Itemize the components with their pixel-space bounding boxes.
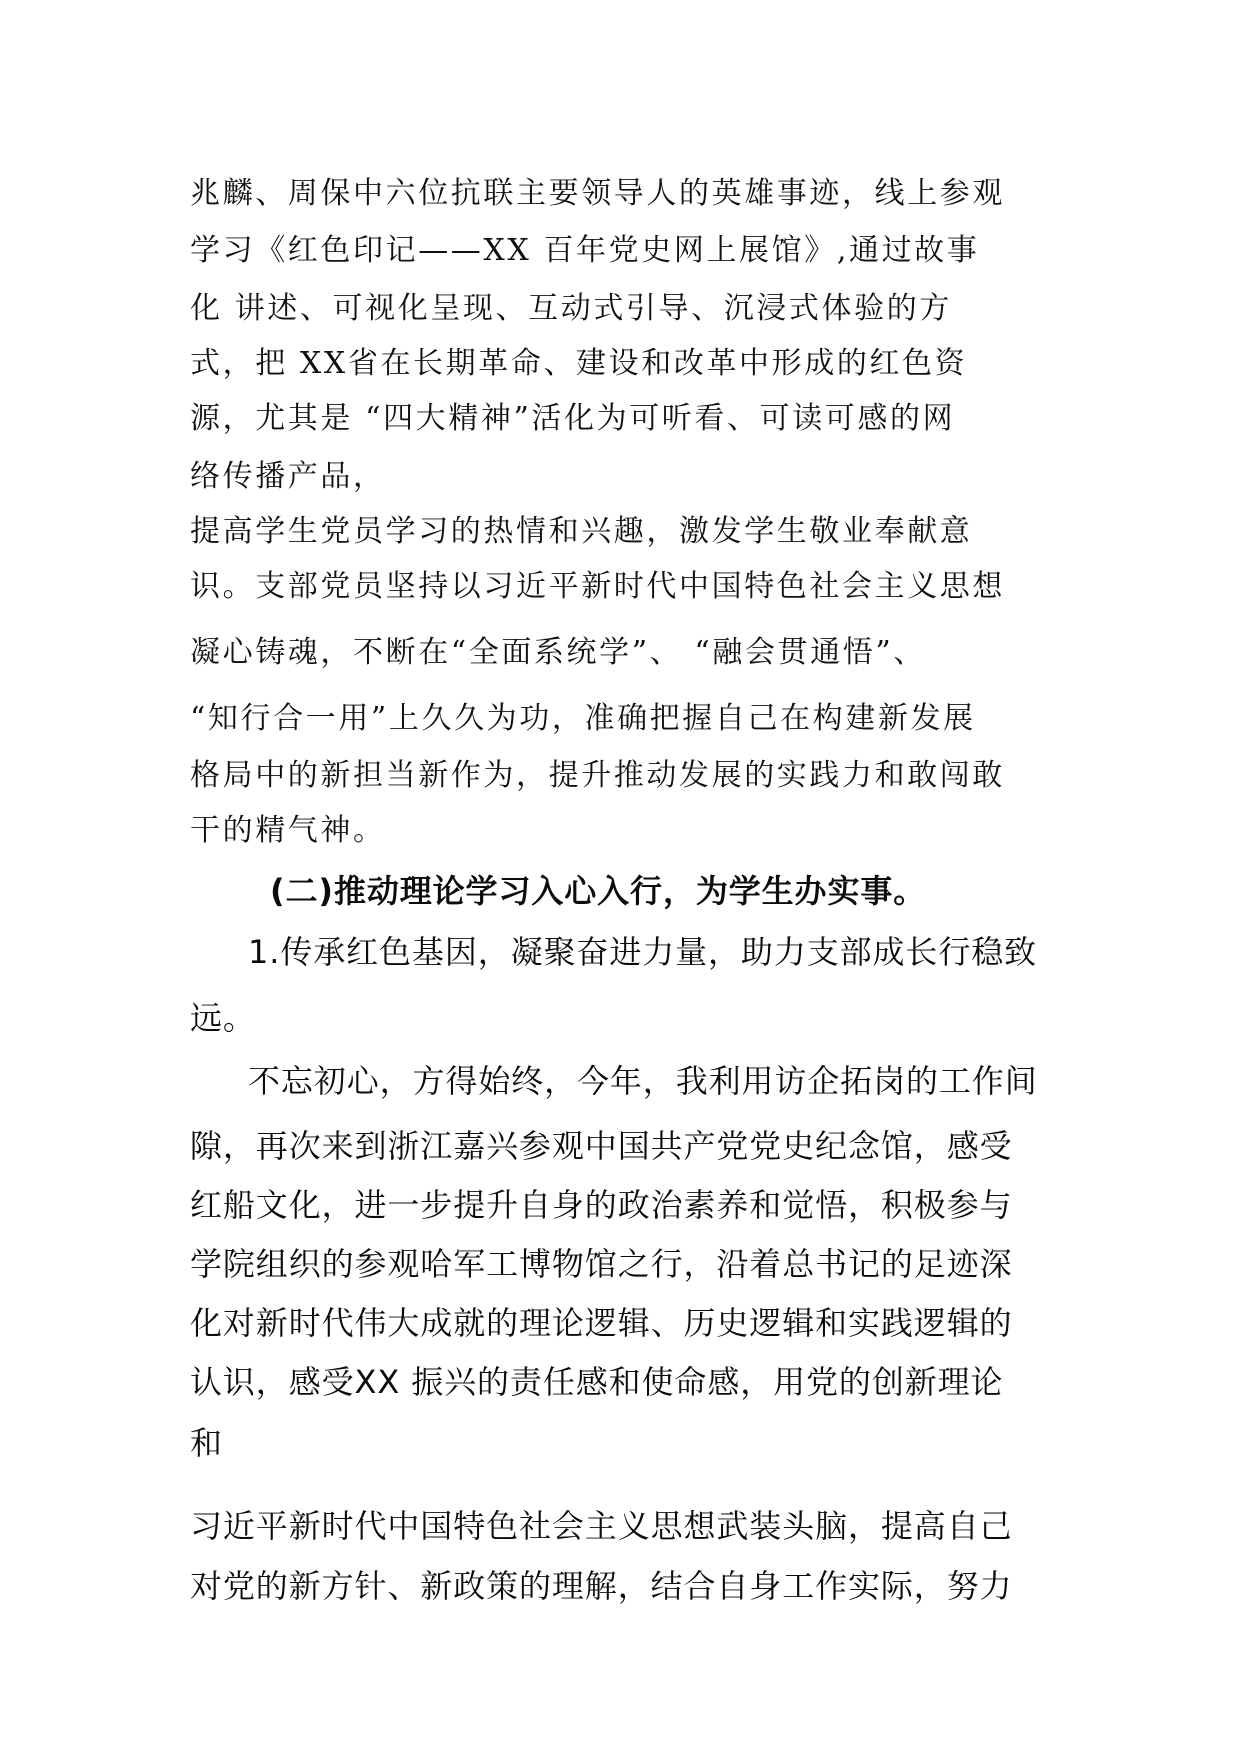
paragraph-line: 对党的新方针、新政策的理解，结合自身工作实际，努力 bbox=[190, 1567, 1013, 1605]
text-line: 学习《红色印记——XX 百年党史网上展馆》,通过故事 bbox=[190, 233, 980, 268]
subsection-heading: 1.传承红色基因，凝聚奋进力量，助力支部成长行稳致 bbox=[248, 933, 1038, 971]
text-line: 源，尤其是 “四大精神”活化为可听看、可读可感的网 bbox=[190, 401, 956, 436]
paragraph-line: 习近平新时代中国特色社会主义思想武装头脑，提高自己 bbox=[190, 1507, 1013, 1545]
text-line: 凝心铸魂，不断在“全面系统学”、 “融会贯通悟”、 bbox=[190, 635, 926, 670]
paragraph-line: 红船文化，进一步提升自身的政治素养和觉悟，积极参与 bbox=[190, 1186, 1013, 1224]
paragraph-line: 和 bbox=[190, 1424, 223, 1462]
text-line: 提高学生党员学习的热情和兴趣，激发学生敬业奉献意 bbox=[190, 514, 973, 549]
subsection-heading-continued: 远。 bbox=[190, 999, 256, 1037]
text-line: 格局中的新担当新作为，提升推动发展的实践力和敢闯敢 bbox=[190, 758, 1005, 793]
paragraph-line: 学院组织的参观哈军工博物馆之行，沿着总书记的足迹深 bbox=[190, 1245, 1013, 1283]
section-heading: (二)推动理论学习入心入行，为学生办实事。 bbox=[270, 872, 927, 910]
paragraph-line: 认识，感受XX 振兴的责任感和使命感，用党的创新理论 bbox=[190, 1363, 1004, 1401]
text-line: 识。支部党员坚持以习近平新时代中国特色社会主义思想 bbox=[190, 569, 1005, 604]
text-line: 兆麟、周保中六位抗联主要领导人的英雄事迹，线上参观 bbox=[190, 176, 1005, 211]
text-line: 干的精气神。 bbox=[190, 813, 386, 848]
text-line: 化 讲述、可视化呈现、互动式引导、沉浸式体验的方 bbox=[190, 291, 952, 326]
paragraph-line: 不忘初心，方得始终，今年，我利用访企拓岗的工作间 bbox=[248, 1062, 1038, 1100]
paragraph-line: 化对新时代伟大成就的理论逻辑、历史逻辑和实践逻辑的 bbox=[190, 1304, 1013, 1342]
text-line: “知行合一用”上久久为功，准确把握自己在构建新发展 bbox=[190, 701, 976, 736]
text-line: 络传播产品， bbox=[190, 459, 386, 494]
paragraph-line: 隙，再次来到浙江嘉兴参观中国共产党党史纪念馆，感受 bbox=[190, 1127, 1013, 1165]
text-line: 式，把 XX省在长期革命、建设和改革中形成的红色资 bbox=[190, 346, 968, 381]
